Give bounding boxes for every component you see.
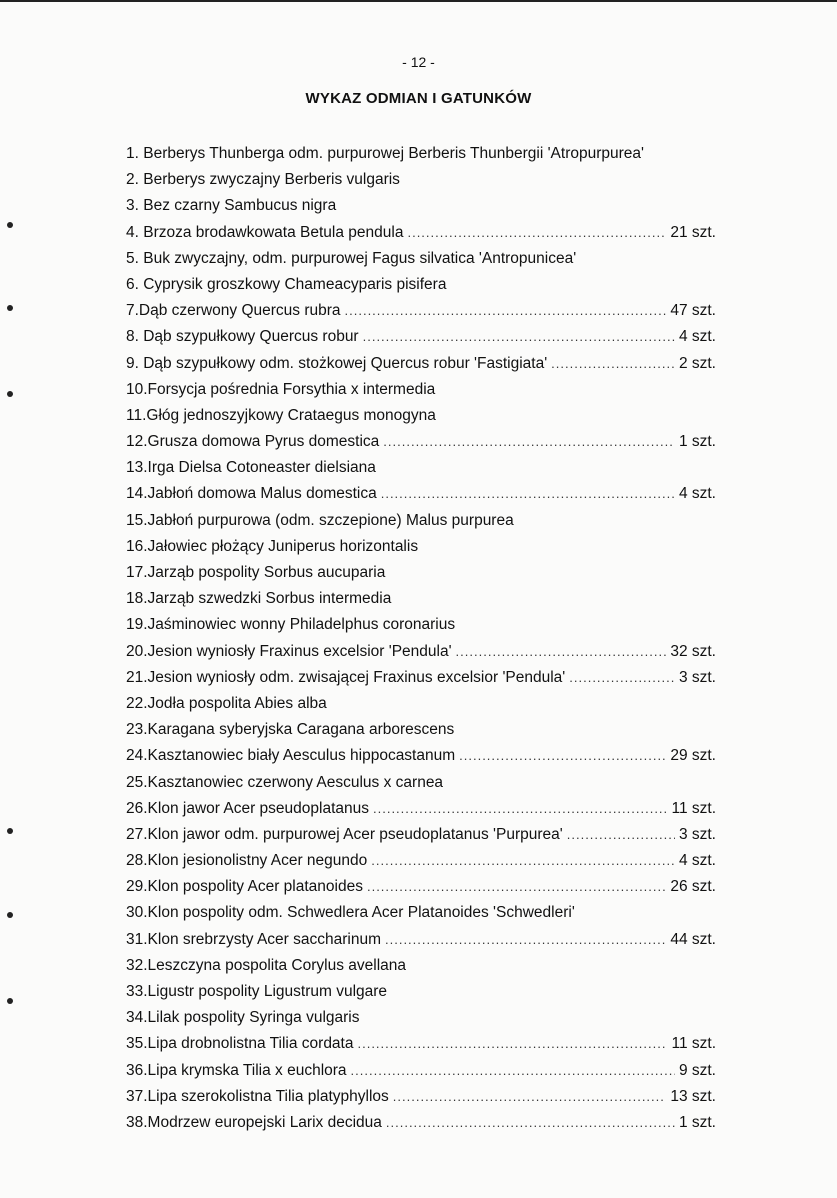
species-name: 15.Jabłoń purpurowa (odm. szczepione) Malus purpurea bbox=[126, 511, 514, 529]
list-item bbox=[126, 1005, 716, 1031]
list-item bbox=[126, 508, 716, 534]
species-name: 19.Jaśminowiec wonny Philadelphus coronarius bbox=[126, 616, 456, 634]
species-name: 30.Klon pospolity odm. Schwedlera Acer Platanoides 'Schwedleri' bbox=[126, 904, 575, 922]
species-list bbox=[126, 141, 716, 1136]
species-name: 10.Forsycja pośrednia Forsythia x intermedia bbox=[126, 380, 436, 398]
quantity: 13 szt. bbox=[670, 1087, 716, 1105]
species-name: 1. Berberys Thunberga odm. purpurowej Berberis Thunbergii 'Atropurpurea' bbox=[126, 145, 644, 162]
list-item bbox=[126, 193, 716, 219]
leader-dots bbox=[373, 796, 667, 822]
quantity: 3 szt. bbox=[678, 825, 716, 843]
list-item bbox=[126, 298, 716, 324]
list-item bbox=[126, 874, 716, 900]
list-item bbox=[126, 560, 716, 586]
list-item bbox=[126, 691, 716, 717]
species-name: 34.Lilak pospolity Syringa vulgaris bbox=[126, 1009, 360, 1027]
quantity: 26 szt. bbox=[670, 878, 716, 896]
leader-dots bbox=[569, 665, 675, 691]
list-item bbox=[126, 403, 716, 429]
quantity: 4 szt. bbox=[678, 485, 716, 503]
leader-dots bbox=[407, 220, 666, 246]
species-name: 5. Buk zwyczajny, odm. purpurowej Fagus silvatica 'Antropunicea' bbox=[126, 249, 577, 267]
punch-hole-mark bbox=[7, 391, 13, 397]
leader-dots bbox=[393, 1084, 667, 1110]
species-name: 20.Jesion wyniosły Fraxinus excelsior 'Pendula' bbox=[126, 642, 452, 660]
quantity: 44 szt. bbox=[670, 930, 716, 948]
punch-hole-mark bbox=[7, 912, 13, 918]
leader-dots bbox=[381, 481, 675, 507]
list-item bbox=[126, 272, 716, 298]
quantity: 21 szt. bbox=[670, 223, 716, 241]
species-name: 8. Dąb szypułkowy Quercus robur bbox=[126, 328, 359, 346]
species-name: 7.Dąb czerwony Quercus rubra bbox=[126, 302, 341, 320]
quantity: 32 szt. bbox=[670, 642, 716, 660]
quantity: 1 szt. bbox=[678, 433, 716, 451]
leader-dots bbox=[351, 1058, 675, 1084]
list-item bbox=[126, 770, 716, 796]
species-name: 22.Jodła pospolita Abies alba bbox=[126, 694, 327, 712]
list-item bbox=[126, 220, 716, 246]
quantity: 47 szt. bbox=[670, 302, 716, 320]
list-item bbox=[126, 900, 716, 926]
leader-dots bbox=[386, 1110, 675, 1136]
species-name: 37.Lipa szerokolistna Tilia platyphyllos bbox=[126, 1087, 389, 1105]
list-item bbox=[126, 927, 716, 953]
list-item bbox=[126, 534, 716, 560]
species-name: 28.Klon jesionolistny Acer negundo bbox=[126, 852, 368, 870]
list-item bbox=[126, 822, 716, 848]
punch-hole-mark bbox=[7, 828, 13, 834]
list-item bbox=[126, 953, 716, 979]
list-item bbox=[126, 612, 716, 638]
species-name: 27.Klon jawor odm. purpurowej Acer pseudoplatanus 'Purpurea' bbox=[126, 825, 563, 843]
species-name: 11.Głóg jednoszyjkowy Crataegus monogyna bbox=[126, 406, 436, 424]
species-name: 18.Jarząb szwedzki Sorbus intermedia bbox=[126, 590, 392, 608]
leader-dots bbox=[371, 848, 675, 874]
punch-hole-mark bbox=[7, 222, 13, 228]
punch-hole-mark bbox=[7, 998, 13, 1004]
list-item bbox=[126, 1058, 716, 1084]
leader-dots bbox=[367, 874, 666, 900]
species-name: 6. Cyprysik groszkowy Chameacyparis pisifera bbox=[126, 275, 447, 293]
list-item bbox=[126, 796, 716, 822]
species-name: 25.Kasztanowiec czerwony Aesculus x carnea bbox=[126, 773, 444, 791]
species-name: 13.Irga Dielsa Cotoneaster dielsiana bbox=[126, 459, 376, 477]
leader-dots bbox=[363, 324, 675, 350]
leader-dots bbox=[459, 743, 666, 769]
list-item bbox=[126, 377, 716, 403]
page-number: - 12 - bbox=[402, 54, 435, 70]
list-item bbox=[126, 1031, 716, 1057]
species-name: 32.Leszczyna pospolita Corylus avellana bbox=[126, 956, 407, 974]
list-item bbox=[126, 586, 716, 612]
species-name: 17.Jarząb pospolity Sorbus aucuparia bbox=[126, 564, 386, 581]
quantity: 29 szt. bbox=[670, 747, 716, 765]
list-item bbox=[126, 979, 716, 1005]
quantity: 4 szt. bbox=[678, 852, 716, 870]
list-item bbox=[126, 1084, 716, 1110]
list-item bbox=[126, 246, 716, 272]
leader-dots bbox=[551, 351, 675, 377]
species-name: 33.Ligustr pospolity Ligustrum vulgare bbox=[126, 983, 388, 1000]
list-item bbox=[126, 1110, 716, 1136]
species-name: 31.Klon srebrzysty Acer saccharinum bbox=[126, 930, 381, 948]
quantity: 11 szt. bbox=[671, 1035, 716, 1053]
list-item bbox=[126, 167, 716, 193]
list-item bbox=[126, 639, 716, 665]
list-item bbox=[126, 429, 716, 455]
list-item bbox=[126, 743, 716, 769]
leader-dots bbox=[456, 639, 667, 665]
quantity: 3 szt. bbox=[678, 668, 716, 686]
quantity: 2 szt. bbox=[678, 354, 716, 372]
leader-dots bbox=[383, 429, 675, 455]
list-item bbox=[126, 455, 716, 481]
quantity: 4 szt. bbox=[678, 328, 716, 346]
list-item bbox=[126, 481, 716, 507]
leader-dots bbox=[345, 298, 667, 324]
species-name: 24.Kasztanowiec biały Aesculus hippocastanum bbox=[126, 747, 456, 765]
species-name: 36.Lipa krymska Tilia x euchlora bbox=[126, 1061, 347, 1079]
leader-dots bbox=[385, 927, 666, 953]
species-name: 4. Brzoza brodawkowata Betula pendula bbox=[126, 223, 404, 241]
species-name: 23.Karagana syberyjska Caragana arborescens bbox=[126, 721, 455, 739]
leader-dots bbox=[357, 1031, 667, 1057]
top-border-line bbox=[0, 0, 837, 2]
species-name: 12.Grusza domowa Pyrus domestica bbox=[126, 433, 380, 451]
list-item bbox=[126, 324, 716, 350]
quantity: 9 szt. bbox=[678, 1061, 716, 1079]
leader-dots bbox=[567, 822, 675, 848]
species-name: 26.Klon jawor Acer pseudoplatanus bbox=[126, 799, 369, 817]
quantity: 1 szt. bbox=[678, 1113, 716, 1131]
list-item bbox=[126, 665, 716, 691]
species-name: 29.Klon pospolity Acer platanoides bbox=[126, 878, 363, 896]
species-name: 35.Lipa drobnolistna Tilia cordata bbox=[126, 1035, 354, 1053]
species-name: 16.Jałowiec płożący Juniperus horizontalis bbox=[126, 537, 419, 555]
species-name: 14.Jabłoń domowa Malus domestica bbox=[126, 485, 377, 503]
list-item bbox=[126, 717, 716, 743]
punch-hole-mark bbox=[7, 305, 13, 311]
list-item bbox=[126, 141, 716, 167]
quantity: 11 szt. bbox=[671, 799, 716, 817]
list-item bbox=[126, 848, 716, 874]
species-name: 21.Jesion wyniosły odm. zwisającej Fraxinus excelsior 'Pendula' bbox=[126, 668, 566, 686]
species-name: 9. Dąb szypułkowy odm. stożkowej Quercus robur 'Fastigiata' bbox=[126, 354, 548, 372]
species-name: 38.Modrzew europejski Larix decidua bbox=[126, 1113, 382, 1131]
page-title: WYKAZ ODMIAN I GATUNKÓW bbox=[305, 90, 532, 107]
list-item bbox=[126, 351, 716, 377]
species-name: 2. Berberys zwyczajny Berberis vulgaris bbox=[126, 171, 400, 189]
species-name: 3. Bez czarny Sambucus nigra bbox=[126, 197, 337, 215]
